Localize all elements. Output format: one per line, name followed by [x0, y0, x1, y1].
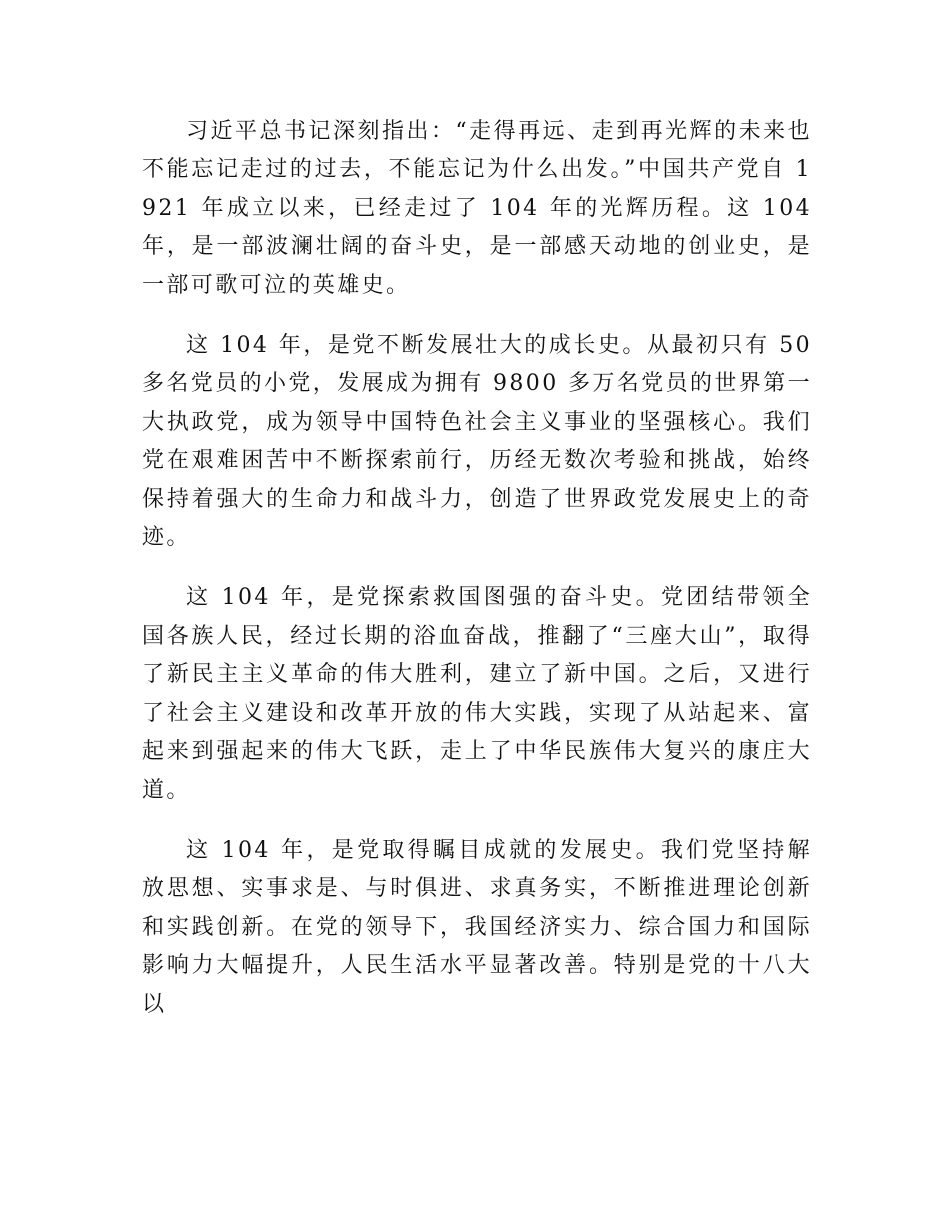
document-body [142, 113, 812, 1046]
paragraph-struggle-history: 这 104 年，是党探索救国图强的奋斗史。党团结带领全国各族人民，经过长期的浴血奋战，推翻了“三座大山”，取得了新民主主义革命的伟大胜利，建立了新中国。之后，又进行了社会主义建设和改革开放的伟大实践，实现了从站起来、富起来到强起来的伟大飞跃，走上了中华民族伟大复兴的康庄大道。 [142, 585, 812, 803]
paragraph-intro: 习近平总书记深刻指出：“走得再远、走到再光辉的未来也不能忘记走过的过去，不能忘记为什么出发。”中国共产党自 1921 年成立以来，已经走过了 104 年的光辉历程。这 104 年，是一部波澜壮阔的奋斗史，是一部感天动地的创业史，是一部可歌可泣的英雄史。 [142, 119, 812, 298]
paragraph-growth-history: 这 104 年，是党不断发展壮大的成长史。从最初只有 50 多名党员的小党，发展成为拥有 9800 多万名党员的世界第一大执政党，成为领导中国特色社会主义事业的坚强核心。我们党在艰难困苦中不断探索前行，历经无数次考验和挑战，始终保持着强大的生命力和战斗力，创造了世界政党发展史上的奇迹。 [142, 333, 812, 551]
paragraph-development-history: 这 104 年，是党取得瞩目成就的发展史。我们党坚持解放思想、实事求是、与时俱进、求真务实，不断推进理论创新和实践创新。在党的领导下，我国经济实力、综合国力和国际影响力大幅提升，人民生活水平显著改善。特别是党的十八大以 [142, 837, 812, 1017]
